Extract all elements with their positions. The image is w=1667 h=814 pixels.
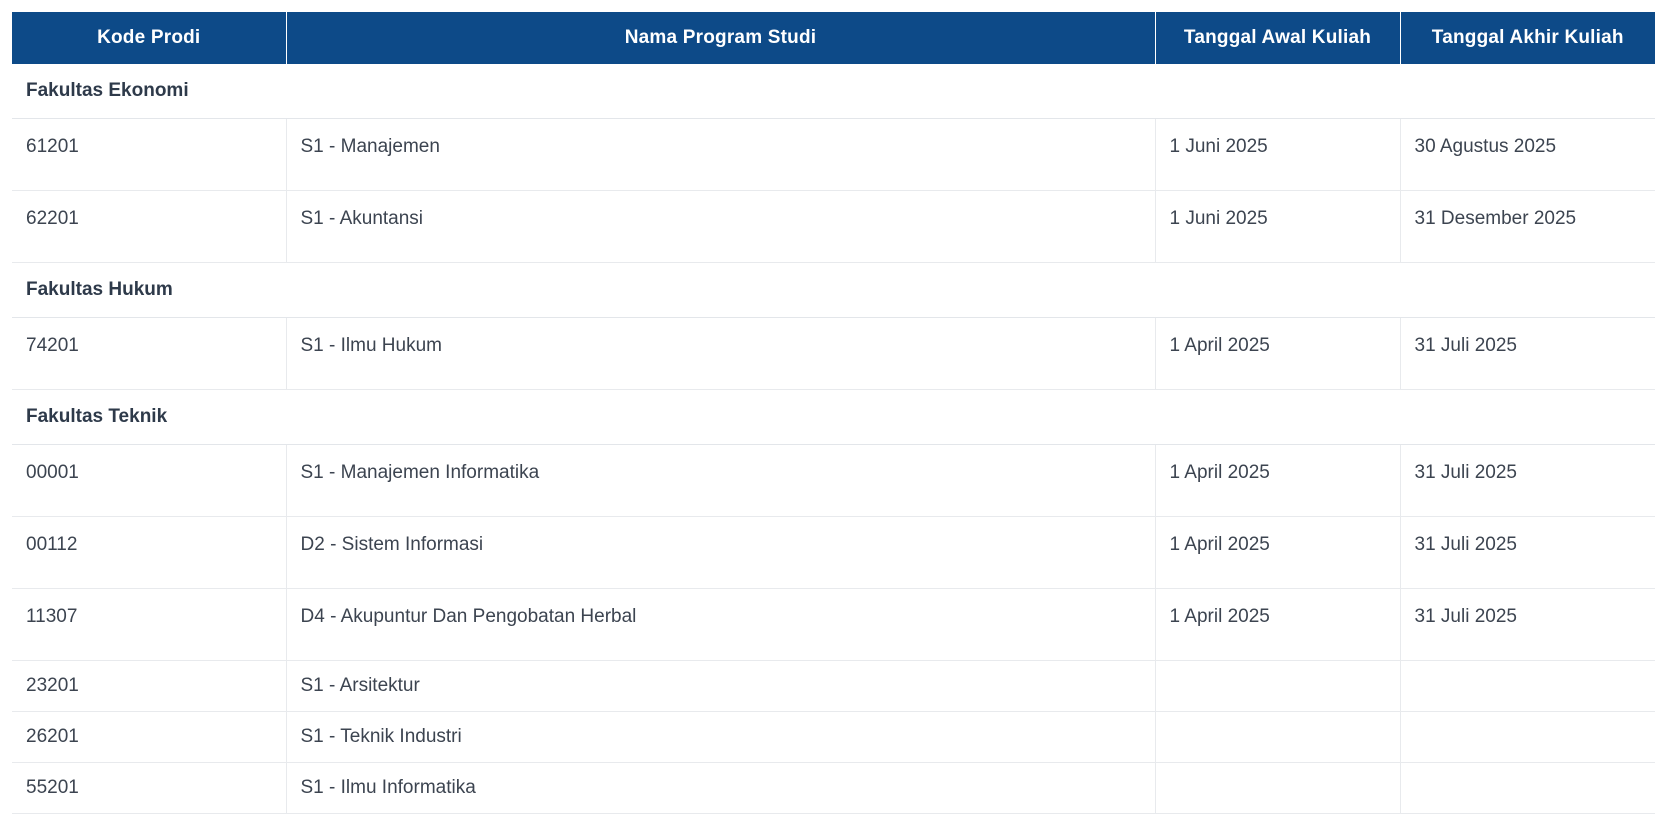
cell-tanggal-awal-kuliah: 1 Juni 2025 [1155,191,1400,263]
table-row[interactable] [12,318,1655,390]
cell-kode-prodi: 23201 [12,661,286,712]
cell-nama-program-studi: D2 - Sistem Informasi [286,517,1155,589]
cell-nama-program-studi: D4 - Akupuntur Dan Pengobatan Herbal [286,589,1155,661]
cell-tanggal-awal-kuliah: 1 Juni 2025 [1155,119,1400,191]
faculty-group-row [12,390,1655,445]
cell-tanggal-awal-kuliah [1155,763,1400,814]
table-row[interactable] [12,119,1655,191]
cell-nama-program-studi: S1 - Arsitektur [286,661,1155,712]
cell-tanggal-akhir-kuliah [1400,763,1655,814]
cell-kode-prodi: 00112 [12,517,286,589]
table-row[interactable] [12,589,1655,661]
cell-tanggal-awal-kuliah: 1 April 2025 [1155,517,1400,589]
table-row[interactable] [12,517,1655,589]
table-row[interactable] [12,445,1655,517]
cell-tanggal-awal-kuliah [1155,712,1400,763]
cell-nama-program-studi: S1 - Manajemen Informatika [286,445,1155,517]
column-header-nama-program-studi: Nama Program Studi [286,12,1155,64]
table-header-row [12,12,1655,64]
column-header-tanggal-akhir-kuliah: Tanggal Akhir Kuliah [1400,12,1655,64]
faculty-group-row [12,263,1655,318]
cell-tanggal-awal-kuliah [1155,661,1400,712]
cell-tanggal-akhir-kuliah: 31 Desember 2025 [1400,191,1655,263]
cell-tanggal-akhir-kuliah: 30 Agustus 2025 [1400,119,1655,191]
cell-nama-program-studi: S1 - Akuntansi [286,191,1155,263]
table-header [12,12,1655,64]
faculty-group-row [12,64,1655,119]
faculty-group-label: Fakultas Hukum [12,263,1655,318]
column-header-kode-prodi: Kode Prodi [12,12,286,64]
cell-kode-prodi: 00001 [12,445,286,517]
cell-kode-prodi: 62201 [12,191,286,263]
faculty-group-label: Fakultas Ekonomi [12,64,1655,119]
cell-nama-program-studi: S1 - Teknik Industri [286,712,1155,763]
cell-kode-prodi: 61201 [12,119,286,191]
table-row[interactable] [12,661,1655,712]
table-row[interactable] [12,763,1655,814]
cell-nama-program-studi: S1 - Ilmu Hukum [286,318,1155,390]
cell-tanggal-akhir-kuliah [1400,712,1655,763]
table-row[interactable] [12,712,1655,763]
cell-nama-program-studi: S1 - Manajemen [286,119,1155,191]
cell-kode-prodi: 74201 [12,318,286,390]
table-row[interactable] [12,191,1655,263]
cell-tanggal-akhir-kuliah: 31 Juli 2025 [1400,589,1655,661]
table-body [12,64,1655,814]
cell-tanggal-awal-kuliah: 1 April 2025 [1155,589,1400,661]
cell-tanggal-awal-kuliah: 1 April 2025 [1155,318,1400,390]
cell-tanggal-awal-kuliah: 1 April 2025 [1155,445,1400,517]
column-header-tanggal-awal-kuliah: Tanggal Awal Kuliah [1155,12,1400,64]
cell-kode-prodi: 26201 [12,712,286,763]
cell-tanggal-akhir-kuliah: 31 Juli 2025 [1400,318,1655,390]
cell-nama-program-studi: S1 - Ilmu Informatika [286,763,1155,814]
faculty-group-label: Fakultas Teknik [12,390,1655,445]
cell-kode-prodi: 11307 [12,589,286,661]
cell-kode-prodi: 55201 [12,763,286,814]
cell-tanggal-akhir-kuliah [1400,661,1655,712]
cell-tanggal-akhir-kuliah: 31 Juli 2025 [1400,445,1655,517]
program-studi-table [12,12,1655,814]
cell-tanggal-akhir-kuliah: 31 Juli 2025 [1400,517,1655,589]
